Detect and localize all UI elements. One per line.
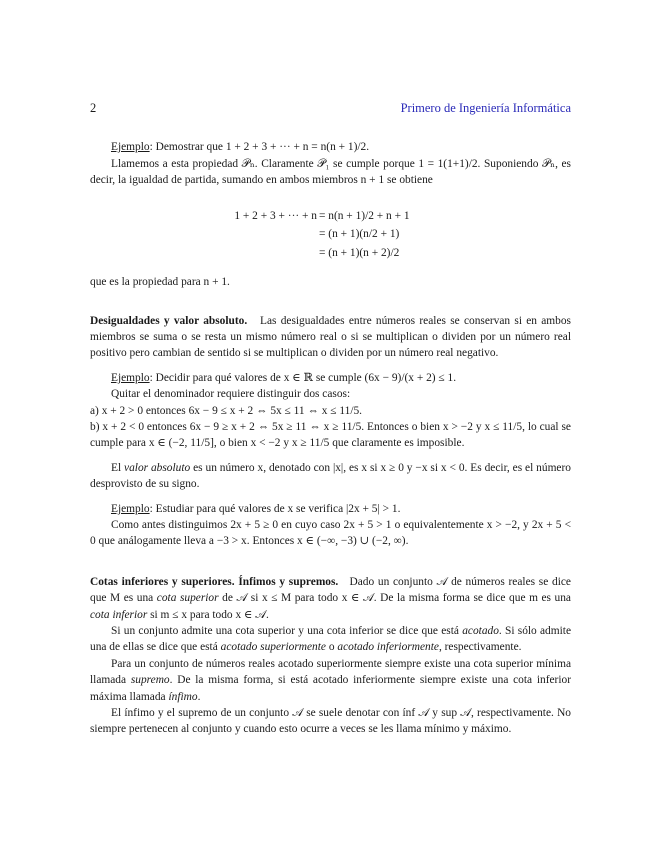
example-text: : Estudiar para qué valores de x se verifica |2x + 5| > 1.: [149, 502, 401, 515]
example-text: : Decidir para qué valores de x ∈ ℝ se cumple (6x − 9)/(x + 2) ≤ 1.: [149, 371, 457, 384]
case-b: b) x + 2 < 0 entonces 6x − 9 ≥ x + 2 ⇔ 5x ≥ 11 ⇔ x ≥ 11/5. Entonces o bien x > −2 y x ≤ 11/5, lo cual se cumple para x ∈ (−2, 11/5], o bien x < −2 y x ≥ 11/5 que claramente es imposible.: [90, 420, 571, 450]
equation-lhs: [90, 244, 319, 263]
term-emphasis: valor absoluto: [124, 461, 191, 474]
equation-lhs: [90, 225, 319, 244]
case-a: a) x + 2 > 0 entonces 6x − 9 ≤ x + 2 ⇔ 5x ≤ 11 ⇔ x ≤ 11/5.: [90, 404, 363, 417]
text-run: , respectivamente.: [438, 641, 522, 654]
equation-rhs: = (n + 1)(n + 2)/2: [319, 246, 400, 259]
text-run: Si un conjunto admite una cota superior y una cota inferior se dice que está: [111, 625, 463, 638]
term-emphasis: ínfimo: [168, 690, 198, 703]
equation-lhs: 1 + 2 + 3 + ··· + n: [234, 209, 317, 222]
equation-row: [90, 225, 571, 244]
term-emphasis: cota inferior: [90, 608, 148, 621]
paragraph: que es la propiedad para n + 1.: [90, 276, 230, 289]
text-run: es un número x, denotado con |x|, es x si x ≥ 0 y −x si x < 0. Es decir, es el número desprovisto de su signo.: [90, 461, 571, 491]
equation-block: [90, 207, 571, 263]
paragraph: [90, 656, 571, 705]
term-emphasis: acotado inferiormente: [337, 641, 439, 654]
paragraph: Como antes distinguimos 2x + 5 ≥ 0 en cuyo caso 2x + 5 > 1 o equivalentemente x > −2, y 2x + 5 < 0 que análogamente lleva a −3 > x. Entonces x ∈ (−∞, −3) ∪ (−2, ∞).: [90, 519, 571, 548]
example-statement: [90, 370, 571, 386]
paragraph: [90, 623, 571, 656]
equation-rhs: = n(n + 1)/2 + n + 1: [319, 209, 410, 222]
equation-rhs: = (n + 1)(n/2 + 1): [319, 228, 400, 241]
text-run: El: [111, 461, 125, 474]
section-text: Las desigualdades entre números reales se conservan si en ambos miembros se suma o se resta un mismo número real o si se multiplican o dividen por un número real positivo pero cambian de sentido si se multiplican o dividen por un número real negativo.: [90, 314, 571, 360]
term-emphasis: supremo: [130, 674, 170, 687]
term-emphasis: acotado: [462, 625, 499, 638]
text-run: de 𝒜 si x ≤ M para todo x ∈ 𝒜. De la misma forma se dice que m es una: [218, 592, 571, 605]
paragraph: Llamemos a esta propiedad 𝒫ₙ. Claramente 𝒫₁ se cumple porque 1 = 1(1+1)/2. Suponiendo 𝒫ₙ, es decir, la igualdad de partida, sumando en ambos miembros n + 1 se obtiene: [90, 157, 571, 187]
example-statement: [90, 501, 571, 517]
section-heading: Desigualdades y valor absoluto.: [90, 314, 248, 327]
term-emphasis: cota superior: [156, 592, 219, 605]
page-header: [90, 100, 571, 116]
example-statement: [90, 139, 571, 155]
running-title: Primero de Ingeniería Informática: [400, 101, 571, 115]
equation-row: [90, 244, 571, 263]
text-run: . De la misma forma, si está acotado inferiormente siempre existe una cota inferior máxima llamada: [90, 674, 572, 703]
equation-row: [90, 207, 571, 226]
example-label: Ejemplo: [111, 502, 150, 515]
example-label: Ejemplo: [111, 371, 150, 384]
text-run: .: [197, 690, 201, 703]
text-run: o: [325, 641, 338, 654]
term-emphasis: acotado superiormente: [220, 641, 326, 654]
example-text: : Demostrar que 1 + 2 + 3 + ··· + n = n(n + 1)/2.: [149, 141, 370, 154]
text-run: Dado un conjunto 𝒜 de números reales se dice que M es una: [90, 575, 571, 605]
section-intro: [90, 574, 571, 623]
page-body: [90, 100, 571, 738]
paragraph: El ínfimo y el supremo de un conjunto 𝒜 se suele denotar con ínf 𝒜 y sup 𝒜, respectivamente. No siempre pertenecen al conjunto y cuando esto ocurre a veces se les llama mínimo y máximo.: [90, 707, 571, 736]
paragraph: [90, 460, 571, 493]
page-number: 2: [90, 101, 97, 115]
text-run: Para un conjunto de números reales acotado superiormente siempre existe una cota superior mínima llamada: [90, 657, 571, 687]
paragraph: Quitar el denominador requiere distinguir dos casos:: [111, 388, 351, 401]
text-run: si m ≤ x para todo x ∈ 𝒜.: [147, 608, 269, 621]
text-run: . Si sólo admite una de ellas se dice que está: [90, 625, 572, 654]
section-heading: Cotas inferiores y superiores. Ínfimos y supremos.: [90, 575, 339, 588]
section-intro: [90, 313, 571, 362]
example-label: Ejemplo: [111, 141, 150, 154]
